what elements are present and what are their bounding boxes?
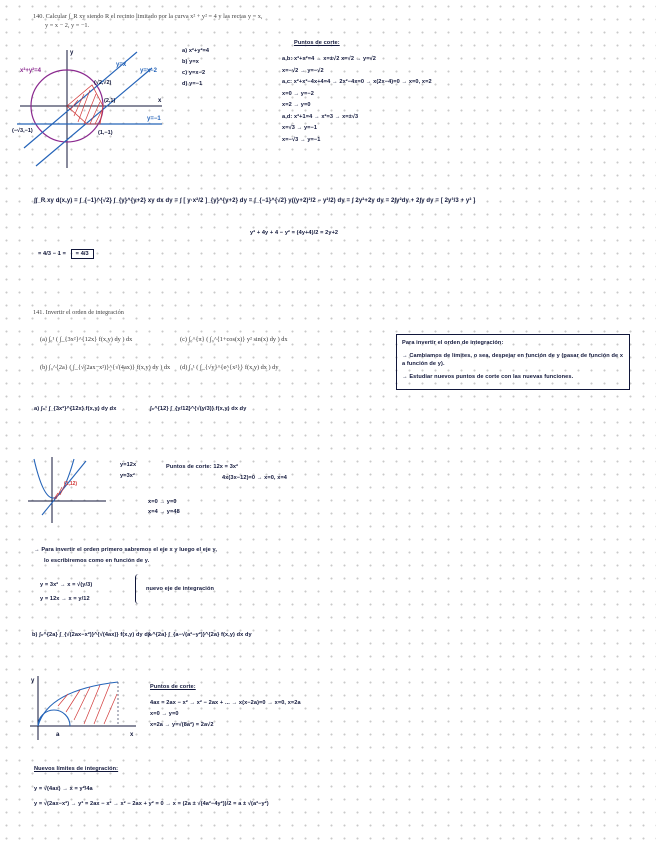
system-equations-140 xyxy=(182,46,209,90)
eq-line: y = 3x² → x = √(y/3) xyxy=(40,582,93,588)
procedure-line: lo escribiremos como en función de y. xyxy=(44,558,150,564)
system-eq: d) y=−1 xyxy=(182,81,203,87)
part-a-cortes xyxy=(166,462,287,484)
label-circle: x²+y²=4 xyxy=(20,68,42,74)
cortes-line: x=√3 → y=−1 xyxy=(282,125,318,131)
result-box: = 4/3 xyxy=(71,249,94,259)
parabola-figure xyxy=(28,455,108,525)
point-sqrt3: (−√3,−1) xyxy=(12,128,33,134)
eq-line: y=12x xyxy=(120,462,137,468)
cortes-line: a,c: x²+x²−4x+4=4 → 2x²−4x=0 → x(2x−4)=0 → x=0, x=2 xyxy=(282,79,432,85)
nuevos-line: y = √(4ax) → x = y²/4a xyxy=(34,786,93,792)
point-1-m1: (1,−1) xyxy=(98,130,113,136)
label-y-eq-x: y=x xyxy=(116,62,127,68)
cortes-line: x=−√2 → y=−√2 xyxy=(282,67,324,74)
integral-substep: y² + 4y + 4 − y² = (4y+4)/2 = 2y+2 xyxy=(250,230,339,236)
system-eq: a) x²+y²=4 xyxy=(182,48,210,54)
brace xyxy=(135,574,142,604)
note-box xyxy=(396,334,630,390)
cortes-line: a,d: x²+1=4 → x²=3 → x=±√3 xyxy=(282,113,359,120)
part-a-original: a) ∫₀¹ ∫_{3x²}^{12x} f(x,y) dy dx xyxy=(34,406,117,412)
point-sqrt2: (√2,√2) xyxy=(94,80,112,86)
label-y-eq-x2: y=x−2 xyxy=(140,68,158,74)
point-line: x=0 → y=0 xyxy=(148,499,177,505)
eq-line: y = 12x → x = y/12 xyxy=(40,596,90,602)
cortes-title: Puntos de corte: xyxy=(294,40,340,46)
procedure-equations xyxy=(40,578,92,606)
note-title: Para invertir el orden de integración: xyxy=(402,340,504,346)
cortes-line: 4ax = 2ax − x² → x² − 2ax + ... → x(x−2a)=0 → x=0, x=2a xyxy=(150,700,301,706)
cortes-line: Puntos de corte: 12x = 3x² xyxy=(166,464,239,470)
item-b: (b) ∫₀^{2a} ( ∫_{√(2ax−x²)}^{√(4ax)} f(x,y) dy ) dx xyxy=(40,364,171,371)
part-b-original: b) ∫₀^{2a} ∫_{√(2ax−x²)}^{√(4ax)} f(x,y) dy dx xyxy=(32,632,152,638)
result-lhs: = 4/3 − 1 = xyxy=(38,251,67,257)
cortes-line: x=0 → y=−2 xyxy=(282,90,314,97)
point-line: x=4 → y=48 xyxy=(148,509,180,515)
cortes-b-block xyxy=(150,698,301,731)
cortes-block xyxy=(282,54,432,146)
nuevo-eje-label: nuevo eje de integración xyxy=(146,586,214,592)
part-b-inverted: ∫₀^{2a} ∫_{a−√(a²−y²)}^{2a} f(x,y) dx dy xyxy=(148,632,252,638)
label-y: y xyxy=(31,678,35,684)
item-c: (c) ∫₀^{π} ( ∫₀^{1+cos(x)} y² sin(x) dy ) dx xyxy=(180,336,288,343)
nuevos-block xyxy=(34,782,269,812)
part-a-system xyxy=(120,460,136,482)
label-y-axis: y xyxy=(70,50,74,56)
system-eq: c) y=x−2 xyxy=(182,70,206,76)
point-label: (1,12) xyxy=(64,481,78,487)
cortes-line: 4x(3x−12)=0 → x=0, x=4 xyxy=(222,475,288,481)
eq-line: y=3x² xyxy=(120,473,135,479)
problem-141-title: 141. Invertir el orden de integración xyxy=(33,309,124,316)
label-x: x xyxy=(130,732,134,738)
procedure-text xyxy=(34,545,217,567)
system-eq: b) y=x xyxy=(182,59,199,65)
line-12x xyxy=(42,461,86,515)
part-a-inverted: ∫₀^{12} ∫_{y/12}^{√(y/3)} f(x,y) dx dy xyxy=(150,406,247,412)
nuevos-line: y = √(2ax−x²) → y² = 2ax − x² → x² − 2ax + y² = 0 → x = (2a ± √(4a²−4y²))/2 = a ± √(a²−y²) xyxy=(34,801,269,807)
cortes-line: x=2 → y=0 xyxy=(282,102,311,108)
nuevos-title: Nuevos límites de integración: xyxy=(34,766,119,772)
point-2-1: (2,1) xyxy=(104,98,116,104)
semicircle-figure xyxy=(28,672,138,742)
label-a: a xyxy=(56,732,60,738)
problem-140-statement xyxy=(33,12,633,30)
integral-main: ∫∫_R xy d(x,y) = ∫_{−1}^{√2} ∫_{y}^{y+2} xy dx dy = ∫ [ y·x²/2 ]_{y}^{y+2} dy = ∫_{−1}^{√2} y((y+2)²/2 − y²/2) dy = ∫ 2y²+2y dy = 2∫y²dy + 2∫y dy = [ 2y³/3 + y² ] xyxy=(34,198,476,204)
procedure-line: → Para invertir el orden primero sabremos el eje x y luego el eje y, xyxy=(34,547,217,553)
cortes-line: x=−√3 → y=−1 xyxy=(282,136,321,143)
cortes-b-title: Puntos de corte: xyxy=(150,684,196,690)
label-y-eq-m1: y=−1 xyxy=(147,116,161,122)
item-a: (a) ∫₀¹ ( ∫_{3x²}^{12x} f(x,y) dy ) dx xyxy=(40,336,133,343)
note-bullet: → Estudiar nuevos puntos de corte con las nuevas funciones. xyxy=(402,373,574,380)
statement-line-2: y = x − 2, y = −1. xyxy=(45,22,90,29)
result-line xyxy=(38,251,94,257)
cortes-line: x=2a → y=√(8a²) = 2a√2 xyxy=(150,722,214,728)
cortes-line: a,b: x²+x²=4 → x=±√2 x=√2 → y=√2 xyxy=(282,56,376,62)
cortes-line: x=0 → y=0 xyxy=(150,711,179,717)
hatch-lines xyxy=(58,684,117,724)
parabola-curve xyxy=(34,459,74,498)
region-figure-140 xyxy=(12,42,172,172)
item-d: (d) ∫₀¹ ( ∫_{√y}^{e^{x²}} f(x,y) dx ) dy xyxy=(180,364,279,371)
part-a-points xyxy=(148,497,180,517)
label-x-axis: x xyxy=(158,98,162,104)
statement-line-1: 140. Calcular ∫_R xy siendo R el recinto limitado por la curva x² + y² = 4 y las rectas y = x, xyxy=(33,13,263,20)
semicircle-curve xyxy=(38,710,70,726)
note-bullet: → Cambiamos de límites, o sea, despejar en función de y (pasar de función de x a función de y). xyxy=(402,352,624,367)
